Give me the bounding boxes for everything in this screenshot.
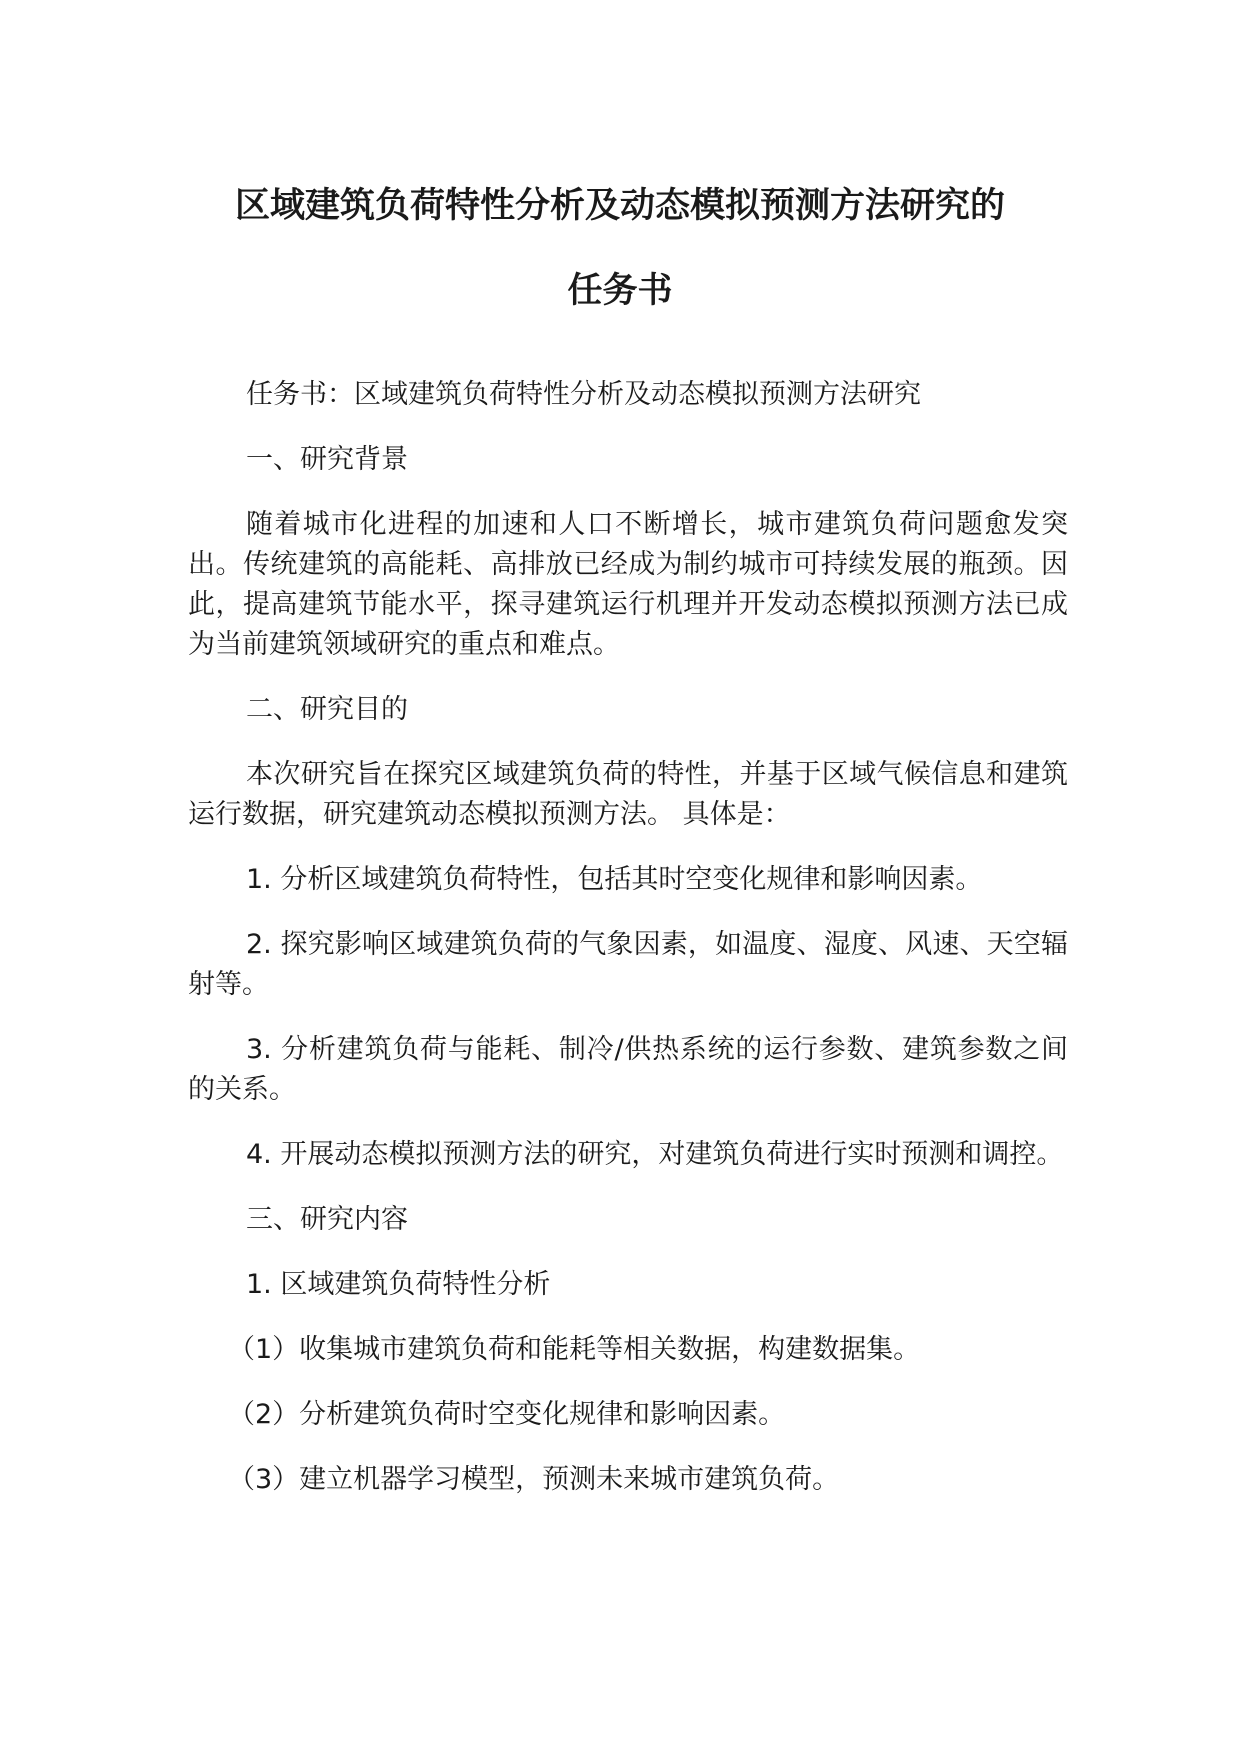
purpose-item-2: 2. 探究影响区域建筑负荷的气象因素，如温度、湿度、风速、天空辐射等。 bbox=[188, 929, 1068, 1000]
background-paragraph: 随着城市化进程的加速和人口不断增长，城市建筑负荷问题愈发突出。传统建筑的高能耗、高排放已经成为制约城市可持续发展的瓶颈。因此，提高建筑节能水平，探寻建筑运行机理并开发动态模拟预测方法已成为当前建筑领域研究的重点和难点。 bbox=[188, 509, 1068, 660]
document-title-line-2: 任务书 bbox=[567, 271, 673, 311]
task-heading-paragraph: 任务书：区域建筑负荷特性分析及动态模拟预测方法研究 bbox=[246, 379, 921, 410]
content-subitem-2: （2）分析建筑负荷时空变化规律和影响因素。 bbox=[228, 1399, 786, 1430]
document-body bbox=[188, 375, 1068, 1525]
purpose-paragraph: 本次研究旨在探究区域建筑负荷的特性，并基于区域气候信息和建筑运行数据，研究建筑动态模拟预测方法。 具体是： bbox=[188, 759, 1068, 830]
purpose-item-1: 1. 分析区域建筑负荷特性，包括其时空变化规律和影响因素。 bbox=[246, 864, 983, 895]
content-subitem-3: （3）建立机器学习模型，预测未来城市建筑负荷。 bbox=[228, 1464, 840, 1495]
section-heading-background: 一、研究背景 bbox=[246, 444, 408, 475]
content-subitem-1: （1）收集城市建筑负荷和能耗等相关数据，构建数据集。 bbox=[228, 1334, 921, 1365]
content-item-1-heading: 1. 区域建筑负荷特性分析 bbox=[246, 1269, 551, 1300]
document-title-line-1: 区域建筑负荷特性分析及动态模拟预测方法研究的 bbox=[234, 186, 1005, 226]
purpose-item-3: 3. 分析建筑负荷与能耗、制冷/供热系统的运行参数、建筑参数之间的关系。 bbox=[188, 1034, 1068, 1105]
section-heading-purpose: 二、研究目的 bbox=[246, 694, 408, 725]
purpose-item-4: 4. 开展动态模拟预测方法的研究，对建筑负荷进行实时预测和调控。 bbox=[246, 1139, 1064, 1170]
section-heading-content: 三、研究内容 bbox=[246, 1204, 408, 1235]
